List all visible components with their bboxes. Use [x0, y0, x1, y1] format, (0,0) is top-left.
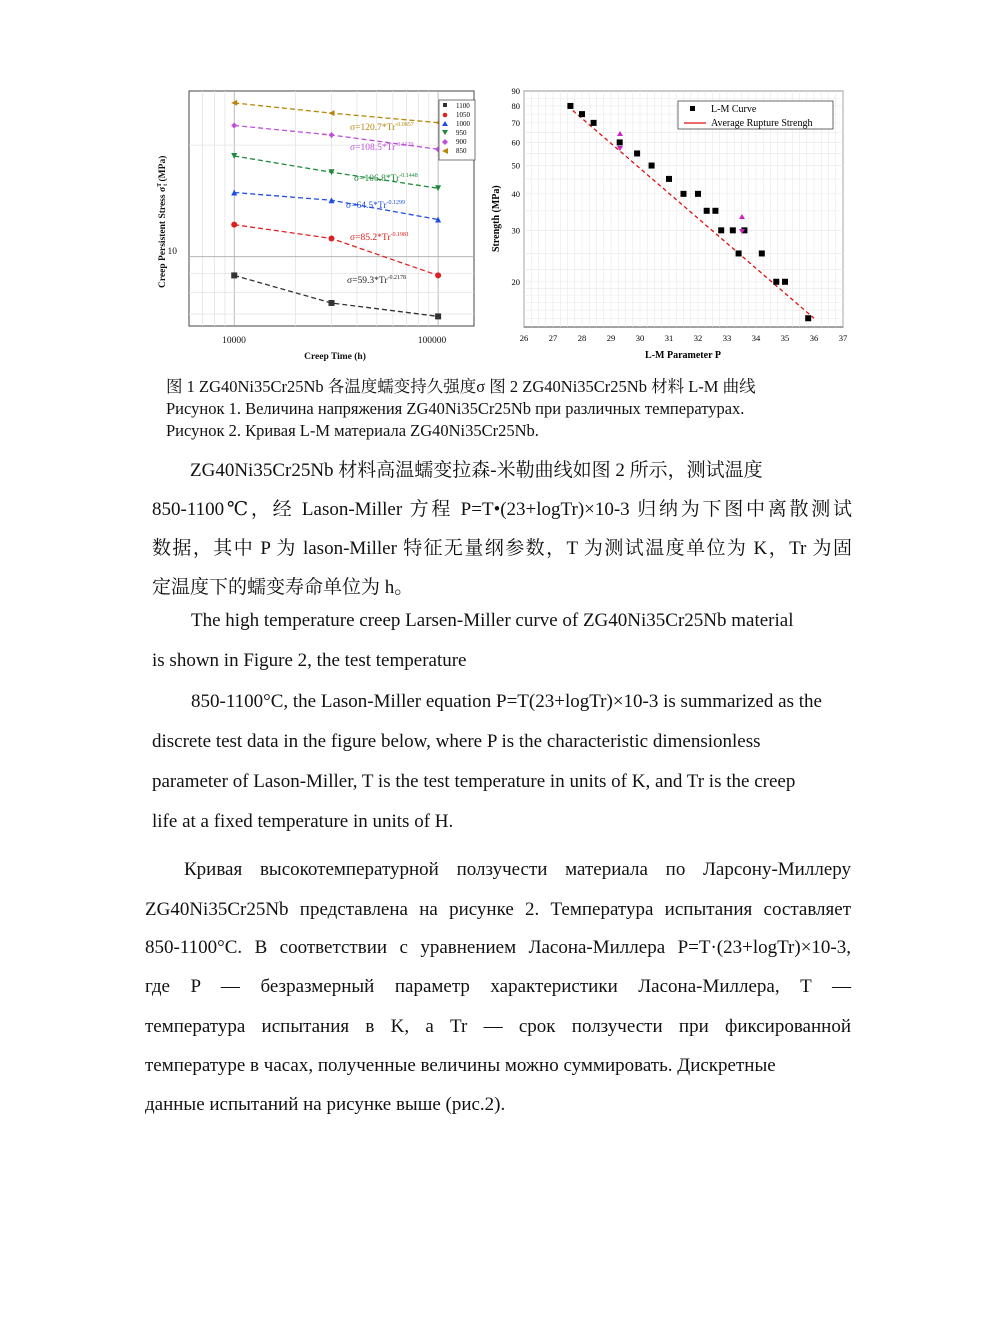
lm-point: [736, 250, 742, 256]
lm-point: [730, 227, 736, 233]
point-1050-0: [231, 222, 237, 228]
right-y-tick: 90: [511, 86, 520, 96]
right-y-label: Strength (MPa): [491, 185, 502, 252]
legend-label-1050: 1050: [456, 111, 470, 119]
left-x-label: Creep Time (h): [304, 352, 366, 362]
lm-point: [695, 191, 701, 197]
en-line-3: 850-1100°C, the Lason-Miller equation P=T(23+logTr)×10-3 is summarized as the: [191, 691, 822, 712]
en-line-4: discrete test data in the figure below, where P is the characteristic dimensionless: [152, 731, 761, 752]
point-1100-1: [329, 300, 335, 306]
left-chart: [157, 91, 475, 362]
ru-line-7: данные испытаний на рисунке выше (рис.2).: [145, 1094, 506, 1115]
point-1100-2: [435, 313, 441, 319]
right-x-tick: 28: [577, 333, 587, 343]
left-x-tick-10000: 10000: [222, 336, 246, 346]
ru-line-5: температура испытания в K, а Tr — срок ползучести при фиксированной: [145, 1016, 851, 1037]
lm-point: [649, 163, 655, 169]
ru-line-1: Кривая высокотемпературной ползучести материала по Ларсону-Миллеру: [184, 859, 851, 880]
right-y-tick: 40: [511, 188, 520, 199]
legend-label-1000: 1000: [456, 120, 470, 128]
equation-1000: $\sigma=64.5*Tr^{-0.1299}$: [346, 200, 405, 211]
left-x-tick-100000: 100000: [417, 336, 447, 346]
right-y-tick: 60: [511, 137, 520, 148]
lm-point: [666, 176, 672, 182]
lm-point: [704, 208, 710, 214]
en-line-2: is shown in Figure 2, the test temperature: [152, 650, 467, 671]
legend-label-950: 950: [456, 129, 467, 137]
right-x-tick: 31: [664, 333, 674, 343]
lm-point: [681, 191, 687, 197]
legend-lm-marker: [690, 106, 695, 111]
right-x-tick: 35: [780, 333, 790, 343]
ru-line-6: температуре в часах, полученные величины можно суммировать. Дискретные: [145, 1055, 776, 1076]
right-y-tick: 80: [511, 100, 520, 111]
point-1100-0: [231, 272, 237, 278]
point-1050-1: [329, 235, 335, 241]
zh-line-1: ZG40Ni35Cr25Nb 材料高温蠕变拉森-米勒曲线如图 2 所示，测试温度: [190, 460, 763, 481]
ru-line-3: 850-1100°C. В соответствии с уравнением Ласона-Миллера P=T·(23+logTr)×10-3,: [145, 937, 851, 958]
zh-line-2: 850-1100℃，经 Lason-Miller 方程 P=T•(23+logTr)×10-3 归纳为下图中离散测试: [152, 499, 852, 520]
right-x-tick: 29: [606, 333, 616, 343]
legend-marker-1100: [443, 103, 447, 107]
point-1050-2: [435, 272, 441, 278]
en-line-6: life at a fixed temperature in units of H.: [152, 811, 454, 832]
left-y-label: Creep Persistent Stress $\sigma^Tt$ (MPa): [157, 155, 169, 288]
equation-850: $\sigma=120.7*Tr^{-0.0857}$: [350, 122, 414, 133]
right-x-tick: 26: [519, 333, 529, 343]
legend-label-900: 900: [456, 138, 467, 146]
figures: [0, 0, 1000, 372]
equation-950: $\sigma=106.8*Tr^{-0.1448}$: [354, 173, 418, 184]
left-legend: [439, 100, 475, 160]
equation-900: $\sigma=108.5*Tr^{-0.1129}$: [350, 142, 414, 153]
lm-point: [773, 279, 779, 285]
figure-captions: [166, 376, 886, 442]
lm-point: [805, 315, 811, 321]
equation-1100: $\sigma=59.3*Tr^{-0.2178}$: [347, 275, 406, 286]
right-y-tick: 30: [511, 225, 520, 236]
right-y-tick: 20: [511, 276, 520, 287]
right-legend: [678, 101, 833, 129]
ru-line-4: где P — безразмерный параметр характеристики Ласона-Миллера, T —: [145, 976, 851, 997]
en-line-5: parameter of Lason-Miller, T is the test temperature in units of K, and Tr is the creep: [152, 771, 796, 792]
right-x-tick: 37: [838, 333, 848, 343]
legend-rupture: Average Rupture Strengh: [711, 118, 813, 129]
lm-point: [634, 150, 640, 156]
en-line-1: The high temperature creep Larsen-Miller curve of ZG40Ni35Cr25Nb material: [191, 610, 794, 631]
zh-line-4: 定温度下的蠕变寿命单位为 h。: [152, 577, 414, 598]
right-y-tick: 70: [511, 117, 520, 128]
lm-point: [782, 279, 788, 285]
right-x-tick: 33: [722, 333, 732, 343]
lm-point: [617, 139, 623, 145]
caption-zh: 图 1 ZG40Ni35Cr25Nb 各温度蠕变持久强度σ 图 2 ZG40Ni35Cr25Nb 材料 L-M 曲线: [166, 377, 756, 396]
right-x-tick: 27: [548, 333, 558, 343]
lm-point: [712, 208, 718, 214]
lm-point: [591, 120, 597, 126]
right-x-tick: 36: [809, 333, 819, 343]
legend-marker-1050: [443, 113, 448, 118]
legend-label-850: 850: [456, 147, 467, 155]
caption-ru-2: Рисунок 2. Кривая L-M материала ZG40Ni35Cr25Nb.: [166, 421, 539, 440]
zh-line-3: 数据，其中 P 为 lason-Miller 特征无量纲参数，T 为测试温度单位为 K，Tr 为固: [152, 538, 852, 559]
caption-ru-1: Рисунок 1. Величина напряжения ZG40Ni35Cr25Nb при различных температурах.: [166, 399, 745, 418]
legend-label-1100: 1100: [456, 102, 470, 110]
right-y-tick: 50: [511, 160, 520, 171]
lm-point: [718, 227, 724, 233]
equation-1050: $\sigma=85.2*Tr^{-0.1981}$: [350, 232, 409, 243]
right-x-tick: 30: [635, 333, 645, 343]
right-x-tick: 34: [751, 333, 761, 343]
legend-lm-curve: L-M Curve: [711, 104, 757, 115]
lm-point: [759, 250, 765, 256]
lm-point: [567, 103, 573, 109]
left-y-tick-10: 10: [167, 247, 177, 257]
right-x-tick: 32: [693, 333, 703, 343]
lm-point: [579, 111, 585, 117]
right-chart: [491, 86, 847, 361]
ru-line-2: ZG40Ni35Cr25Nb представлена на рисунке 2. Температура испытания составляет: [145, 899, 851, 920]
right-x-label: L-M Parameter P: [645, 350, 721, 361]
